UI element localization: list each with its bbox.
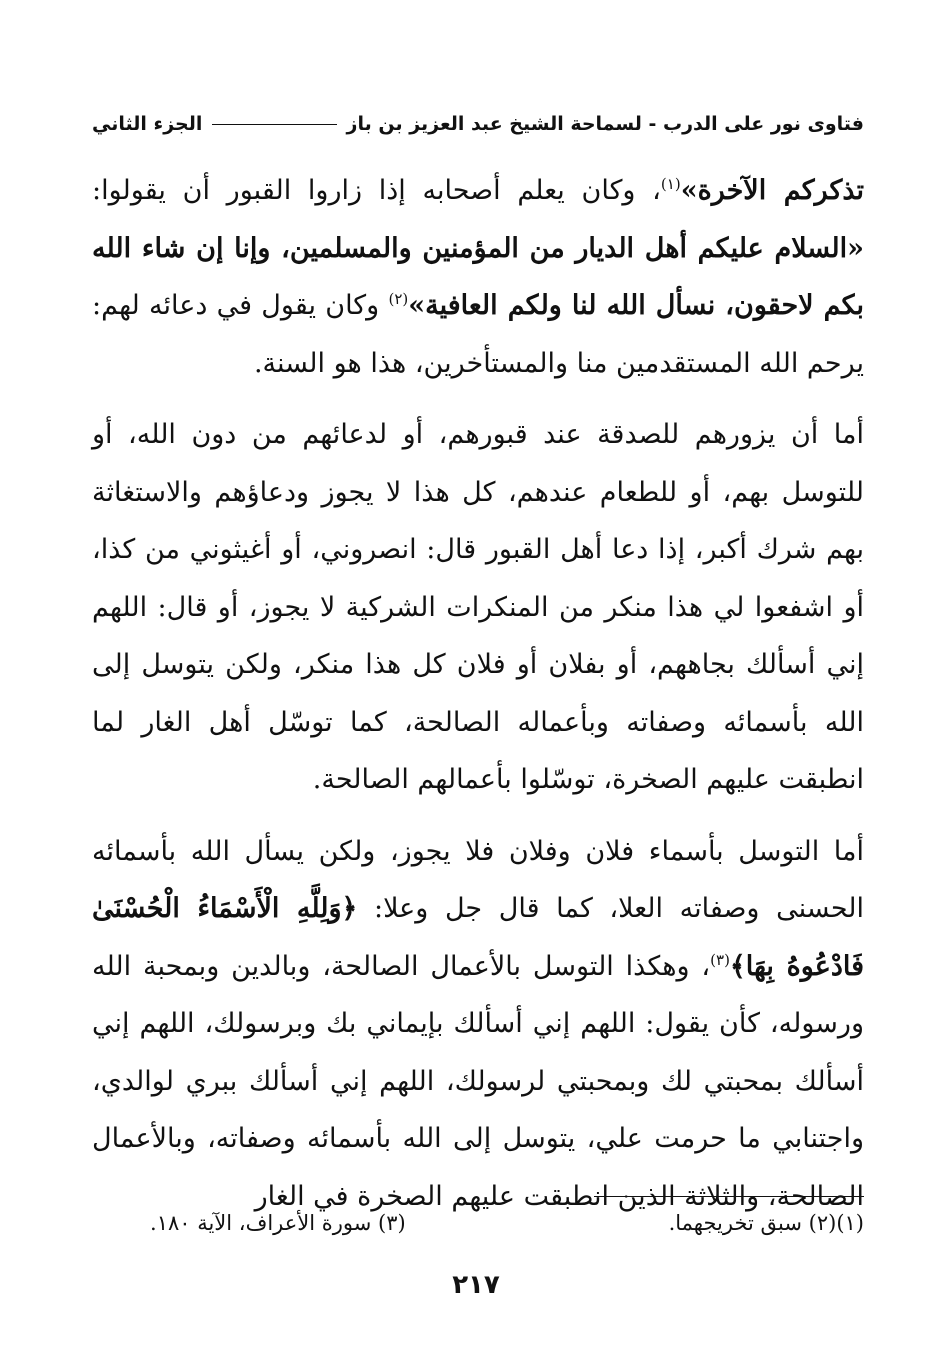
footnote-1-2: (١)(٢) سبق تخريجهما. [668, 1211, 864, 1235]
paragraph-1-text-b: وكان يقول في دعائه لهم: يرحم الله المستقدمين منا والمستأخرين، هذا هو السنة. [92, 290, 864, 379]
running-header [92, 104, 864, 144]
footnote-ref-1: (١) [660, 175, 681, 193]
paragraph-3-text-b: ، وهكذا التوسل بالأعمال الصالحة، وبالدين وبمحبة الله ورسوله، كأن يقول: اللهم إني أسألك بإيماني بك وبرسولك، اللهم إني أسألك بمحبتي لك وبمحبتي لرسولك، اللهم إني أسألك ببري لوالدي، واجتنابي ما حرمت علي، يتوسل إلى الله بأسمائه وصفاته، وبالأعمال الصالحة، والثلاثة الذين انطبقت عليهم الصخرة في الغار [92, 950, 864, 1212]
header-rule [212, 124, 336, 125]
body-text [92, 162, 864, 1225]
volume-label: الجزء الثاني [92, 113, 203, 135]
hadith-ending: تذكركم الآخرة» [680, 175, 865, 206]
paragraph-2: أما أن يزورهم للصدقة عند قبورهم، أو لدعائهم من دون الله، أو للتوسل بهم، أو للطعام عندهم، كل هذا لا يجوز ودعاؤهم والاستغاثة بهم شرك أكبر، إذا دعا أهل القبور قال: انصروني، أو أغيثوني من كذا، أو اشفعوا لي هذا منكر من المنكرات الشركية لا يجوز، أو قال: اللهم إني أسألك بجاههم، أو بفلان أو فلان كل هذا منكر، ولكن يتوسل إلى الله بأسمائه وصفاته وبأعماله الصالحة، كما توسّل أهل الغار لما انطبقت عليهم الصخرة، توسّلوا بأعمالهم الصالحة. [92, 419, 864, 795]
paragraph-3 [92, 823, 864, 1226]
footnote-3: (٣) سورة الأعراف، الآية ١٨٠. [150, 1211, 406, 1235]
series-title: فتاوى نور على الدرب - لسماحة الشيخ عبد العزيز بن باز [346, 113, 864, 135]
footnote-rule [594, 1196, 864, 1197]
footnote-ref-3: (٣) [710, 950, 730, 969]
paragraph-1-text-a: ، وكان يعلم أصحابه إذا زاروا القبور أن يقولوا: [92, 175, 661, 206]
paragraph-3-text-a: أما التوسل بأسماء فلان وفلان فلا يجوز، ولكن يسأل الله بأسمائه الحسنى وصفاته العلا، كما قال جل وعلا: [92, 835, 864, 924]
quran-verse: ﴿وَلِلَّهِ الْأَسْمَاءُ الْحُسْنَىٰ فَادْعُوهُ بِهَا﴾ [92, 893, 864, 982]
footnote-ref-2: (٢) [388, 290, 409, 308]
footnotes [150, 1206, 864, 1240]
hadith-greeting: «السلام عليكم أهل الديار من المؤمنين والمسلمين، وإنا إن شاء الله بكم لاحقون، نسأل الله لنا ولكم العافية» [92, 232, 864, 321]
paragraph-1 [92, 162, 864, 392]
page-number: ٢١٧ [452, 1270, 500, 1300]
